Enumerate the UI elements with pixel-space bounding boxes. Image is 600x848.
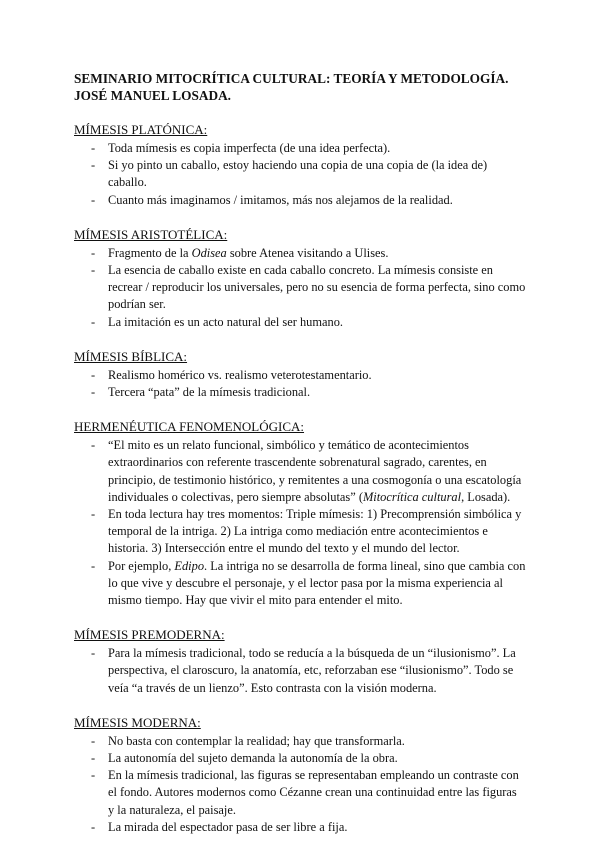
list-item-text: Fragmento de la xyxy=(108,245,192,260)
list-item-text: En la mímesis tradicional, las figuras se representaban empleando un contraste con el fondo. Autores modernos como Cézanne crean una continuidad entre las figuras y la naturaleza, el paisaje. xyxy=(108,768,519,817)
list-item-text: Toda mímesis es copia imperfecta (de una idea perfecta). xyxy=(108,141,391,155)
dash-bullet: - xyxy=(91,819,96,834)
dash-bullet: - xyxy=(91,367,96,382)
list-item xyxy=(74,367,526,384)
list-item xyxy=(74,819,526,836)
dash-bullet: - xyxy=(91,245,96,260)
section xyxy=(74,714,526,836)
dash-bullet: - xyxy=(91,768,96,783)
section-heading: MÍMESIS MODERNA: xyxy=(74,714,201,730)
list-item xyxy=(74,314,526,331)
section-heading: MÍMESIS PLATÓNICA: xyxy=(74,122,208,137)
list-item-text: La imitación es un acto natural del ser humano. xyxy=(108,314,343,329)
bullet-list xyxy=(74,733,526,836)
bullet-list xyxy=(74,245,526,331)
list-item-text: No basta con contemplar la realidad; hay que transformarla. xyxy=(108,733,405,748)
dash-bullet: - xyxy=(91,158,96,173)
dash-bullet: - xyxy=(91,385,96,400)
section xyxy=(74,348,526,401)
bullet-list xyxy=(74,437,526,609)
list-item-text: La mirada del espectador pasa de ser libre a fija. xyxy=(108,819,348,834)
italic-title: Edipo xyxy=(174,558,205,573)
list-item-text: Tercera “pata” de la mímesis tradicional. xyxy=(108,385,311,400)
dash-bullet: - xyxy=(91,314,96,329)
list-item xyxy=(74,245,526,262)
list-item xyxy=(74,645,526,697)
list-item xyxy=(74,140,526,157)
dash-bullet: - xyxy=(91,141,96,155)
list-item xyxy=(74,767,526,819)
list-item-text: “El mito es un relato funcional, simbólico y temático de acontecimientos extraordinarios con referente trascendente sobrenatural sagrado, carentes, en principio, de testimonio histórico, y remitentes a una cosmogonía o una escatología individuales o colectivas, pero siempre absolutas” ( xyxy=(108,438,522,504)
section xyxy=(74,226,526,331)
dash-bullet: - xyxy=(91,263,96,278)
list-item-text: sobre Atenea visitando a Ulises. xyxy=(226,245,389,260)
list-item xyxy=(74,437,526,506)
list-item-text: Si yo pinto un caballo, estoy haciendo una copia de una copia de (la idea de) caballo. xyxy=(108,158,488,190)
list-item xyxy=(74,262,526,314)
section-heading: MÍMESIS PREMODERNA: xyxy=(74,627,225,643)
document-title-line-1: SEMINARIO MITOCRÍTICA CULTURAL: TEORÍA Y METODOLOGÍA. xyxy=(74,71,509,86)
dash-bullet: - xyxy=(91,438,96,453)
section xyxy=(74,626,526,697)
list-item xyxy=(74,506,526,558)
list-item xyxy=(74,192,526,209)
list-item-text: En toda lectura hay tres momentos: Triple mímesis: 1) Precomprensión simbólica y temporal de la intriga. 2) La intriga como mediación entre acontecimientos e historia. 3) Intersección entre el mundo del texto y el mundo del lector. xyxy=(108,507,522,556)
dash-bullet: - xyxy=(91,558,96,573)
dash-bullet: - xyxy=(91,751,96,766)
list-item-text: Por ejemplo, xyxy=(108,558,175,573)
list-item xyxy=(74,558,526,610)
document-title-line-2: JOSÉ MANUEL LOSADA. xyxy=(74,88,232,103)
list-item-text: , Losada). xyxy=(461,489,511,504)
list-item-text: Cuanto más imaginamos / imitamos, más nos alejamos de la realidad. xyxy=(108,192,453,207)
section xyxy=(74,121,526,209)
list-item-text: . La intriga no se desarrolla de forma lineal, sino que cambia con lo que vive y descubre el personaje, y el lector pasa por la misma experiencia al mismo tiempo. Hay que vivir el mito para entender el mito. xyxy=(108,558,526,608)
list-item xyxy=(74,157,526,191)
list-item xyxy=(74,384,526,401)
section-heading: MÍMESIS ARISTOTÉLICA: xyxy=(74,226,228,242)
italic-title: Mitocrítica cultural xyxy=(362,489,462,504)
list-item-text: La autonomía del sujeto demanda la autonomía de la obra. xyxy=(108,751,398,766)
list-item-text: La esencia de caballo existe en cada caballo concreto. La mímesis consiste en recrear / reproducir los universales, pero no su esencia de forma perfecta, sino como podrían ser. xyxy=(108,263,526,312)
list-item xyxy=(74,750,526,767)
italic-title: Odisea xyxy=(191,245,227,260)
section-heading: MÍMESIS BÍBLICA: xyxy=(74,348,188,364)
list-item xyxy=(74,733,526,750)
bullet-list xyxy=(74,367,526,401)
dash-bullet: - xyxy=(91,192,96,207)
document-sections xyxy=(74,121,526,836)
dash-bullet: - xyxy=(91,733,96,748)
bullet-list xyxy=(74,645,526,697)
bullet-list xyxy=(74,140,526,209)
section xyxy=(74,418,526,609)
dash-bullet: - xyxy=(91,507,96,522)
dash-bullet: - xyxy=(91,646,96,661)
section-heading: HERMENÉUTICA FENOMENOLÓGICA: xyxy=(74,419,305,435)
list-item-text: Para la mímesis tradicional, todo se reducía a la búsqueda de un “ilusionismo”. La perspectiva, el claroscuro, la anatomía, etc, reforzaban ese “ilusionismo”. Todo se veía “a través de un lienzo”. Esto contrasta con la visión moderna. xyxy=(108,646,516,695)
list-item-text: Realismo homérico vs. realismo veterotestamentario. xyxy=(108,367,372,382)
document-page xyxy=(74,70,526,836)
